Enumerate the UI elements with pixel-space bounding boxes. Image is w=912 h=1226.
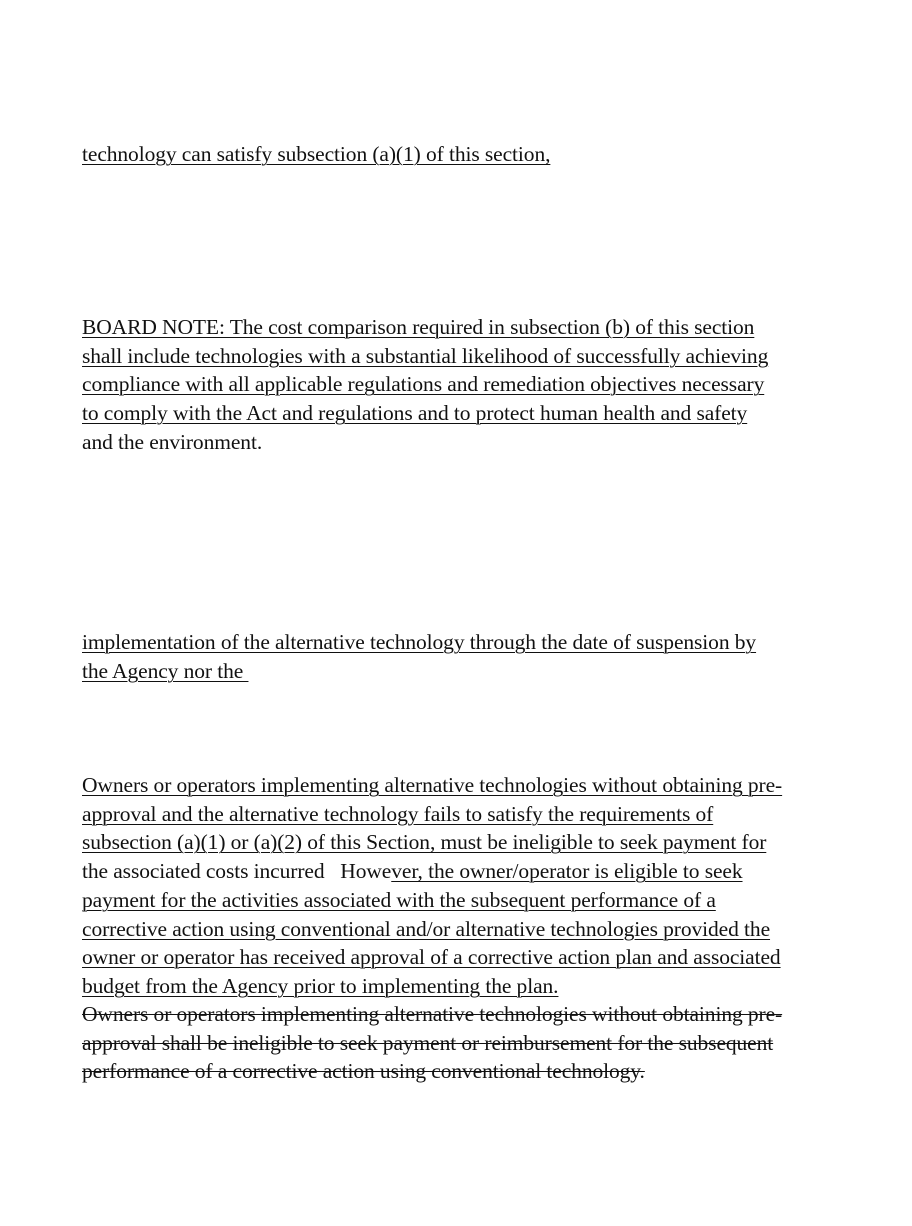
text-line: compliance with all applicable regulations and remediation objectives necessary	[82, 372, 765, 397]
text-line: the Agency nor the	[82, 658, 249, 683]
struck-text-line: Owners or operators implementing alternative technologies without obtaining pre-	[82, 1002, 783, 1026]
text-line: to comply with the Act and regulations and to protect human health and safety	[82, 401, 748, 426]
struck-text-line: approval shall be ineligible to seek payment or reimbursement for the subsequent	[82, 1030, 774, 1055]
text-underlined-segment: ver, the owner/operator is eligible to seek	[391, 859, 743, 884]
text-line: Owners or operators implementing alternative technologies without obtaining pre-	[82, 773, 783, 797]
fragment-technology-subsection	[82, 140, 904, 169]
text-line: corrective action using conventional and/or alternative technologies provided the	[82, 916, 771, 941]
owners-operators-added-paragraph	[82, 771, 904, 1001]
text-line: shall include technologies with a substantial likelihood of successfully achieving	[82, 343, 769, 368]
owners-operators-deleted-paragraph	[82, 1000, 904, 1086]
text-line: payment for the activities associated with the subsequent performance of a	[82, 887, 716, 912]
fragment-implementation	[82, 628, 904, 685]
text-line-mixed	[82, 857, 904, 886]
text-line: implementation of the alternative technology through the date of suspension by	[82, 630, 757, 654]
text-line: approval and the alternative technology fails to satisfy the requirements of	[82, 801, 714, 826]
text-line: subsection (a)(1) or (a)(2) of this Section, must be ineligible to seek payment for	[82, 830, 767, 855]
text-plain-segment: the associated costs incurred Howe	[82, 859, 392, 884]
text-line: and the environment.	[82, 429, 263, 454]
text-line: BOARD NOTE: The cost comparison required in subsection (b) of this section	[82, 315, 755, 339]
struck-text-line: performance of a corrective action using conventional technology.	[82, 1059, 645, 1084]
text-line: budget from the Agency prior to implementing the plan.	[82, 973, 559, 998]
text-line: owner or operator has received approval of a corrective action plan and associated	[82, 945, 781, 970]
text-line: technology can satisfy subsection (a)(1) of this section,	[82, 142, 551, 166]
board-note-paragraph	[82, 313, 904, 457]
